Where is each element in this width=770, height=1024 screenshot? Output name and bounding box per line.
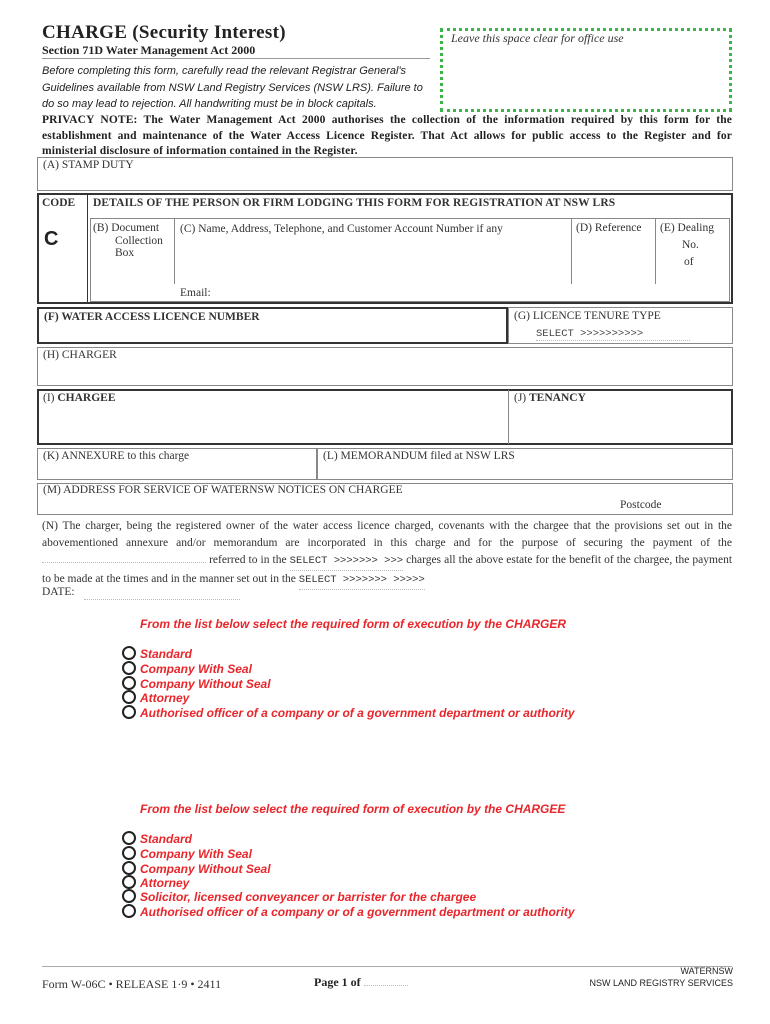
code-divider bbox=[87, 194, 88, 304]
payment-terms-select[interactable]: SELECT >>>>>>> >>>>> bbox=[299, 572, 425, 590]
chargee-option-company-without-seal[interactable]: Company Without Seal bbox=[122, 861, 271, 876]
covenant-part3: charges all the above estate for the benefit of the chargee, the payment to be made at the times and in the manner set out in the bbox=[42, 554, 733, 585]
page-total-field[interactable] bbox=[364, 976, 408, 986]
radio-icon[interactable] bbox=[122, 646, 136, 660]
org-waternsw: WATERNSW bbox=[680, 966, 733, 976]
radio-icon[interactable] bbox=[122, 875, 136, 889]
address-service-label: (M) ADDRESS FOR SERVICE OF WATERNSW NOTICES ON CHARGEE bbox=[43, 484, 403, 496]
office-use-box bbox=[440, 28, 732, 112]
radio-icon[interactable] bbox=[122, 846, 136, 860]
covenant-part1: (N) The charger, being the registered owner of the water access licence charged, covenants with the chargee that the provisions set out in the abovementioned annexure and/or memorandum are incorporated in this charge and for the purpose of securing the payment of the bbox=[42, 520, 732, 549]
radio-icon[interactable] bbox=[122, 904, 136, 918]
charger-execution-heading: From the list below select the required form of execution by the CHARGER bbox=[140, 617, 567, 631]
page-number: Page 1 of bbox=[314, 975, 408, 990]
annexure-box[interactable] bbox=[37, 448, 317, 480]
chargee-option-attorney[interactable]: Attorney bbox=[122, 875, 189, 890]
d-e-divider bbox=[655, 218, 656, 284]
chargee-option-standard[interactable]: Standard bbox=[122, 831, 192, 846]
dealing-of-label: of bbox=[684, 256, 694, 268]
postcode-label: Postcode bbox=[620, 499, 662, 511]
stamp-duty-label: (A) STAMP DUTY bbox=[43, 159, 134, 171]
address-service-box[interactable] bbox=[37, 483, 733, 515]
privacy-note: PRIVACY NOTE: The Water Management Act 2000 authorises the collection of the information required by this form for the establishment and maintenance of the Water Access Licence Register. That Act allows for public access to the Register and for ministerial disclosure of information contained in the Register. bbox=[42, 114, 732, 157]
code-value: C bbox=[44, 228, 59, 250]
instrument-select[interactable]: SELECT >>>>>>> >>> bbox=[290, 553, 403, 571]
annexure-label: (K) ANNEXURE to this charge bbox=[43, 450, 190, 462]
charger-option-company-without-seal[interactable]: Company Without Seal bbox=[122, 676, 271, 691]
charger-label: (H) CHARGER bbox=[43, 349, 117, 361]
chargee-label: (I) CHARGEE bbox=[43, 392, 116, 404]
licence-number-box[interactable] bbox=[37, 307, 508, 344]
tenancy-label[interactable]: (J) TENANCY bbox=[514, 392, 586, 404]
header-divider bbox=[42, 58, 430, 59]
covenant-paragraph bbox=[42, 518, 732, 590]
date-field[interactable] bbox=[84, 590, 240, 600]
licence-number-label: (F) WATER ACCESS LICENCE NUMBER bbox=[44, 311, 260, 323]
email-label[interactable]: Email: bbox=[180, 287, 211, 299]
radio-icon[interactable] bbox=[122, 831, 136, 845]
charger-option-authorised-officer[interactable]: Authorised officer of a company or of a government department or authority bbox=[122, 705, 575, 720]
radio-icon[interactable] bbox=[122, 690, 136, 704]
doc-box-label-1: (B) Document bbox=[93, 222, 160, 234]
form-subtitle: Section 71D Water Management Act 2000 bbox=[42, 43, 256, 57]
doc-box-label-3: Box bbox=[115, 247, 135, 259]
lodging-title: DETAILS OF THE PERSON OR FIRM LODGING THIS FORM FOR REGISTRATION AT NSW LRS bbox=[93, 197, 616, 209]
date-label: DATE: bbox=[42, 586, 75, 598]
org-nsw-lrs: NSW LAND REGISTRY SERVICES bbox=[589, 978, 733, 988]
b-c-divider bbox=[174, 218, 175, 284]
office-use-note: Leave this space clear for office use bbox=[451, 31, 624, 45]
chargee-tenancy-divider bbox=[508, 390, 509, 444]
licence-tenure-select[interactable]: SELECT >>>>>>>>>> bbox=[536, 328, 690, 341]
form-title: CHARGE (Security Interest) bbox=[42, 22, 286, 43]
chargee-box[interactable] bbox=[37, 389, 733, 445]
lodger-name-label[interactable]: (C) Name, Address, Telephone, and Customer Account Number if any bbox=[180, 223, 503, 235]
footer-orgs bbox=[589, 965, 733, 989]
chargee-option-solicitor[interactable]: Solicitor, licensed conveyancer or barrister for the chargee bbox=[122, 889, 476, 904]
stamp-duty-box[interactable] bbox=[37, 157, 733, 191]
radio-icon[interactable] bbox=[122, 676, 136, 690]
charger-option-attorney[interactable]: Attorney bbox=[122, 690, 189, 705]
radio-icon[interactable] bbox=[122, 661, 136, 675]
charger-option-company-with-seal[interactable]: Company With Seal bbox=[122, 661, 252, 676]
covenant-part2: referred to in the bbox=[209, 554, 287, 566]
charger-option-standard[interactable]: Standard bbox=[122, 646, 192, 661]
c-d-divider bbox=[571, 218, 572, 284]
amount-field[interactable] bbox=[42, 552, 206, 563]
charger-box[interactable] bbox=[37, 347, 733, 386]
dealing-no-label: No. bbox=[682, 239, 699, 251]
reference-label[interactable]: (D) Reference bbox=[576, 222, 642, 234]
radio-icon[interactable] bbox=[122, 889, 136, 903]
chargee-option-authorised-officer[interactable]: Authorised officer of a company or of a government department or authority bbox=[122, 904, 575, 919]
chargee-execution-heading: From the list below select the required form of execution by the CHARGEE bbox=[140, 802, 566, 816]
radio-icon[interactable] bbox=[122, 861, 136, 875]
memorandum-label: (L) MEMORANDUM filed at NSW LRS bbox=[323, 450, 515, 462]
form-id: Form W-06C • RELEASE 1·9 • 2411 bbox=[42, 977, 222, 991]
dealing-label[interactable]: (E) Dealing bbox=[660, 222, 714, 234]
chargee-option-company-with-seal[interactable]: Company With Seal bbox=[122, 846, 252, 861]
memorandum-box[interactable] bbox=[317, 448, 733, 480]
code-label: CODE bbox=[42, 197, 76, 209]
instructions-text: Before completing this form, carefully read the relevant Registrar General's Guidelines available from NSW Land Registry Services (NSW LRS). Failure to do so may lead to rejection. All handwriting must be in block capitals. bbox=[42, 65, 423, 110]
radio-icon[interactable] bbox=[122, 705, 136, 719]
licence-tenure-label: (G) LICENCE TENURE TYPE bbox=[514, 310, 661, 322]
doc-box-label-2: Collection bbox=[115, 235, 163, 247]
